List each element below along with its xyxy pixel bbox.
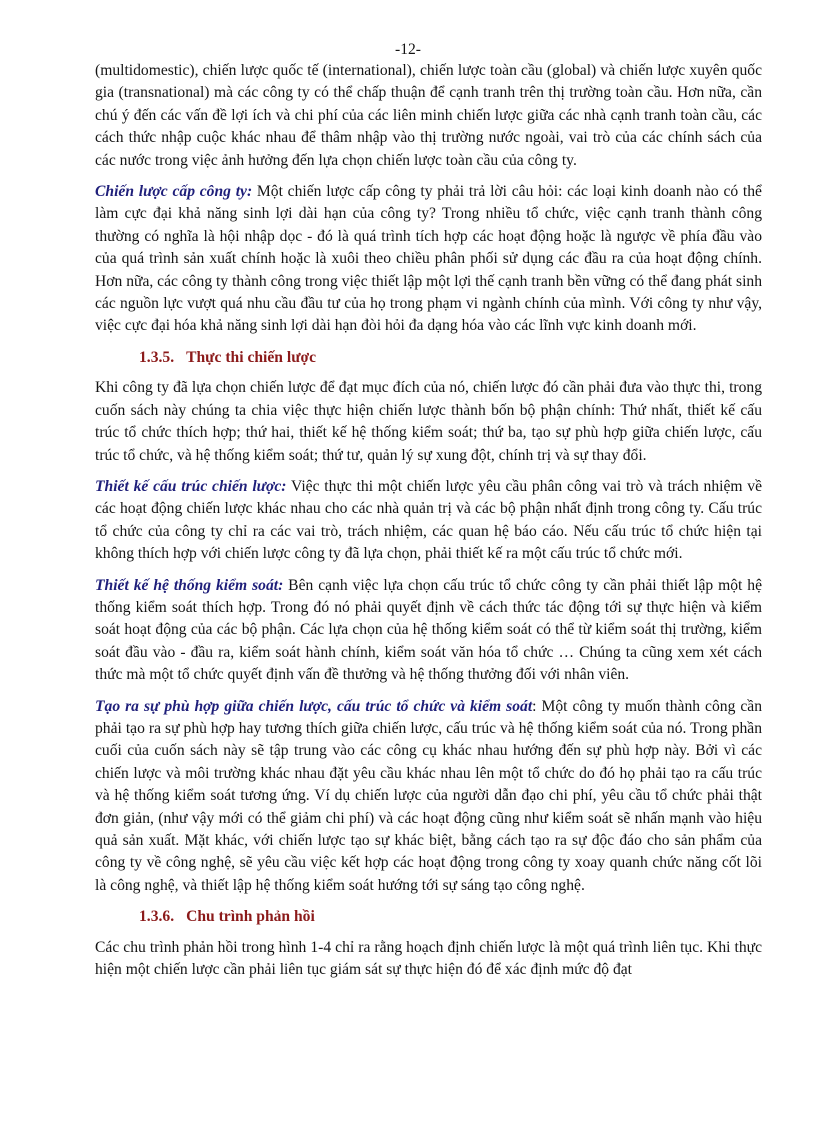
section-number: 1.3.5. bbox=[139, 348, 175, 366]
paragraph-implementation: Khi công ty đã lựa chọn chiến lược để đạt mục đích của nó, chiến lược đó cần phải đưa vào thực thi, trong cuốn sách này chúng ta chia việc thực hiện chiến lược thành bốn bộ phận chính: Thứ nhất, thiết kế cấu trúc tổ chức thích hợp; thứ hai, thiết kế hệ thống kiểm soát; thứ ba, tạo sự phù hợp giữa chiến lược, cấu trúc tổ chức, và hệ thống kiểm soát; thứ tư, quản lý sự xung đột, chính trị và sự thay đổi. bbox=[95, 379, 762, 464]
paragraph-text: : Một công ty muốn thành công cần phải tạo ra sự phù hợp hay tương thích giữa chiến lược, cấu trúc và hệ thống kiểm soát của nó. Trong phần cuối của cuốn sách này sẽ tập trung vào các công cụ khác nhau hướng đến sự phù hợp này. Bởi vì các chiến lược và môi trường khác nhau đặt yêu cầu khác nhau lên một tổ chức do đó họ phải tạo ra cấu trúc và hệ thống kiểm soát tương ứng. Ví dụ chiến lược của người dẫn đạo chi phí, yêu cầu tổ chức phải thật đơn giản, (như vậy mới có thể giảm chi phí) và các hoạt động cũng như kiểm soát sẽ nhấn mạnh vào hiệu quả sản xuất. Mặt khác, với chiến lược tạo sự khác biệt, bằng cách tạo ra sự độc đáo cho sản phẩm của công ty về công nghệ, sẽ yêu cầu việc kết hợp các hoạt động trong công ty xoay quanh chức năng cốt lõi là công nghệ, và thiết lập hệ thống kiểm soát hướng tới sự sáng tạo công nghệ. bbox=[95, 697, 762, 894]
paragraph-lead: Thiết kế hệ thống kiểm soát: bbox=[95, 576, 284, 594]
section-title: Thực thi chiến lược bbox=[186, 348, 317, 366]
paragraph-structure-design bbox=[95, 476, 762, 566]
paragraph-control-design bbox=[95, 575, 762, 687]
paragraph-fit bbox=[95, 696, 762, 898]
paragraph-lead: Thiết kế cấu trúc chiến lược: bbox=[95, 477, 287, 495]
paragraph-corporate-strategy bbox=[95, 181, 762, 338]
section-title: Chu trình phản hồi bbox=[186, 908, 315, 926]
section-heading-1-3-6 bbox=[95, 906, 762, 928]
section-number: 1.3.6. bbox=[139, 908, 175, 926]
paragraph-text: Một chiến lược cấp công ty phải trả lời câu hỏi: các loại kinh doanh nào có thể làm cực đại khả năng sinh lợi dài hạn của công ty? Trong nhiều tổ chức, việc cạnh tranh thành công thường có nghĩa là hội nhập dọc - đó là quá trình tích hợp các hoạt động hoặc là ngược về phía đầu vào của quá trình sản xuất chính hoặc là xuôi theo chiều phân phối sử dụng các đầu ra của hoạt động chính. Hơn nữa, các công ty thành công trong việc thiết lập một lợi thế cạnh tranh bền vững có thể đang phát sinh các nguồn lực vượt quá nhu cầu đầu tư của họ trong phạm vi ngành chính của mình. Với công ty như vậy, việc cực đại hóa khả năng sinh lợi dài hạn đòi hỏi đa dạng hóa vào các lĩnh vực kinh doanh mới. bbox=[95, 183, 762, 335]
paragraph-lead: Chiến lược cấp công ty: bbox=[95, 183, 253, 201]
paragraph-global-strategy: (multidomestic), chiến lược quốc tế (international), chiến lược toàn cầu (global) và chiến lược xuyên quốc gia (transnational) mà các công ty có thể chấp thuận để cạnh tranh trên thị trường toàn cầu. Hơn nữa, cần chú ý đến các vấn đề lợi ích và chi phí của các liên minh chiến lược giữa các nhà cạnh tranh toàn cầu, các cách thức nhập cuộc khác nhau để thâm nhập vào thị trường nước ngoài, vai trò của các chính sách của các nước trong việc ảnh hưởng đến lựa chọn chiến lược toàn cầu của công ty. bbox=[95, 62, 762, 169]
paragraph-text: Việc thực thi một chiến lược yêu cầu phân công vai trò và trách nhiệm về các hoạt động chiến lược khác nhau cho các nhà quản trị và các bộ phận nhất định trong công ty. Cấu trúc tổ chức của công ty chỉ ra các vai trò, trách nhiệm, các quan hệ báo cáo. Nếu cấu trúc tổ chức hiện tại không thích hợp với chiến lược công ty đã lựa chọn, phải thiết kế ra một cấu trúc tổ chức mới. bbox=[95, 477, 763, 563]
paragraph-lead: Tạo ra sự phù hợp giữa chiến lược, cấu trúc tổ chức và kiểm soát bbox=[95, 697, 533, 715]
section-heading-1-3-5 bbox=[95, 347, 762, 369]
paragraph-feedback: Các chu trình phản hồi trong hình 1-4 chỉ ra rằng hoạch định chiến lược là một quá trình liên tục. Khi thực hiện một chiến lược cần phải liên tục giám sát sự thực hiện đó để xác định mức độ đạt bbox=[95, 938, 762, 979]
page-number: -12- bbox=[395, 41, 421, 58]
page-content bbox=[95, 60, 762, 990]
paragraph-text: Bên cạnh việc lựa chọn cấu trúc tổ chức công ty cần phải thiết lập một hệ thống kiểm soát thích hợp. Trong đó nó phải quyết định về cách thức tác động tới sự thực hiện và kiểm soát hoạt động của các bộ phận. Các lựa chọn của hệ thống kiểm soát có thể từ kiểm soát thị trường, kiểm soát đầu vào - đầu ra, kiểm soát hành chính, kiểm soát văn hóa tổ chức … Chúng ta cũng xem xét cách thức mà một tổ chức quyết định vấn đề thưởng và hệ thống thưởng đối với nhân viên. bbox=[95, 576, 762, 684]
